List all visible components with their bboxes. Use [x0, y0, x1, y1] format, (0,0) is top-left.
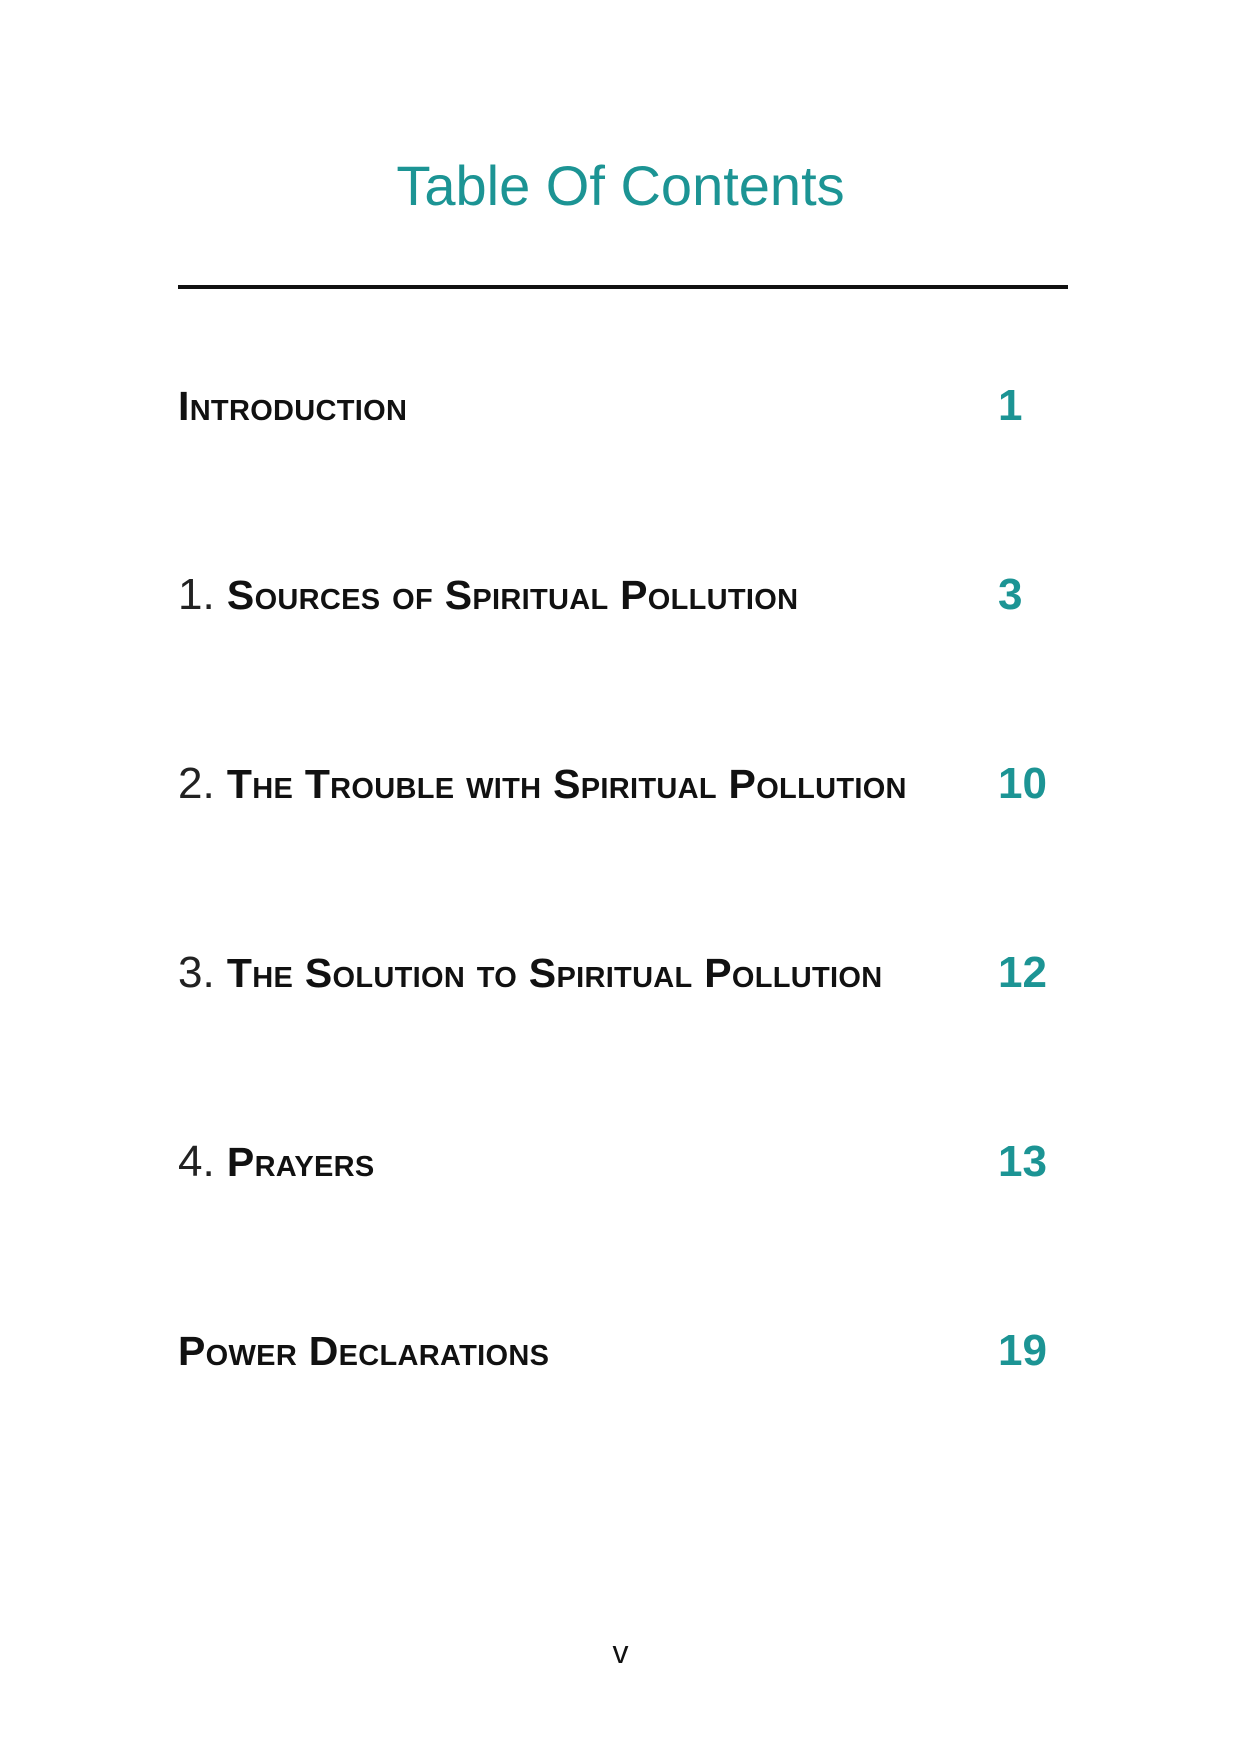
page-folio: v	[612, 1634, 629, 1670]
title-divider	[178, 285, 1068, 289]
toc-entry-label: Sources of Spiritual Pollution	[226, 572, 799, 618]
toc-entry-number: 3.	[178, 948, 227, 997]
toc-entry-solution[interactable]	[178, 927, 1058, 1116]
toc-entry-sources[interactable]	[178, 549, 1058, 738]
toc-entry-power-declarations[interactable]	[178, 1305, 1058, 1494]
toc-entry-label: Introduction	[178, 383, 408, 429]
toc-entry-label: Power Declarations	[178, 1328, 550, 1374]
toc-entry-prayers[interactable]	[178, 1116, 1058, 1305]
toc-entry-page-number: 1	[998, 381, 1023, 430]
toc-entry-label: The Solution to Spiritual Pollution	[226, 950, 883, 996]
toc-entry-number: 4.	[178, 1137, 227, 1186]
toc-entry-trouble[interactable]	[178, 738, 1058, 927]
toc-entry-page-number: 10	[998, 759, 1047, 808]
toc-entry-number: 1.	[178, 570, 227, 619]
toc-entry-introduction[interactable]	[178, 360, 1058, 549]
toc-entry-page-number: 13	[998, 1137, 1047, 1186]
toc-entry-page-number: 19	[998, 1326, 1047, 1375]
toc-entry-number: 2.	[178, 759, 227, 808]
toc-entry-page-number: 3	[998, 570, 1023, 619]
toc-entry-page-number: 12	[998, 948, 1047, 997]
toc-entry-label: Prayers	[226, 1139, 375, 1185]
page-title: Table Of Contents	[396, 154, 845, 217]
table-of-contents	[178, 360, 1058, 1494]
toc-entry-label: The Trouble with Spiritual Pollution	[226, 761, 907, 807]
